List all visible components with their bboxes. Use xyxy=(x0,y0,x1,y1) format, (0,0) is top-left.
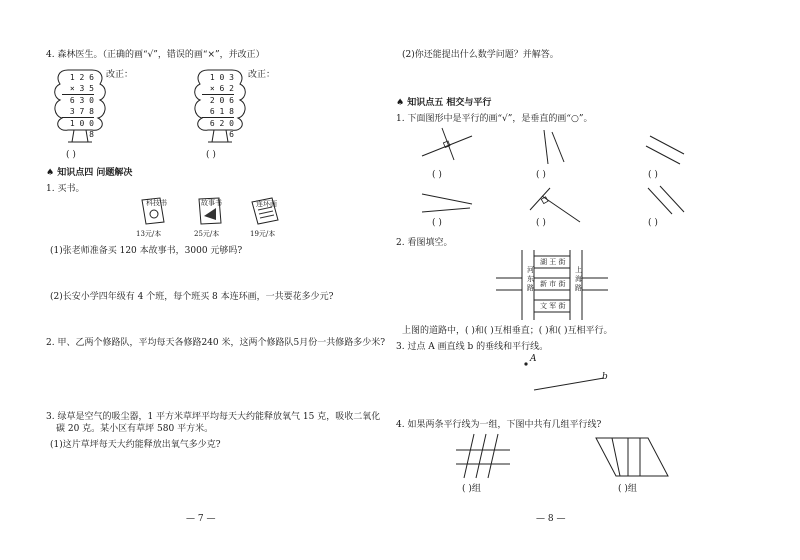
calc-line: 2 0 6 xyxy=(209,96,234,105)
left-road-char: 东 xyxy=(527,275,534,283)
group-answer-1[interactable]: ( )组 xyxy=(462,484,481,494)
spade-icon: ♠ xyxy=(46,168,55,178)
calc-line: 3 7 8 xyxy=(69,107,94,116)
paren-fig-4[interactable]: ( ) xyxy=(432,218,442,228)
spade-icon: ♠ xyxy=(396,98,405,108)
section-4-heading xyxy=(46,168,132,179)
book-2-price: 25元/本 xyxy=(194,230,220,238)
section-5-heading xyxy=(396,98,491,109)
left-road-char: 河 xyxy=(527,266,534,274)
paren-fig-5[interactable]: ( ) xyxy=(536,218,546,228)
right-road-char: 上 xyxy=(575,266,582,274)
p2-fill-sentence: 上图的道路中，( )和( )互相垂直；( )和( )互相平行。 xyxy=(402,326,613,336)
book-1-price: 13元/本 xyxy=(136,230,162,238)
correction-label-1: 改正： xyxy=(106,70,134,80)
tree-1-calculation xyxy=(62,72,94,140)
q1-title: 1. 买书。 xyxy=(46,184,85,194)
correction-label-2: 改正： xyxy=(248,70,276,80)
q1-sub1: (1)张老师准备买 120 本故事书，3000 元够吗? xyxy=(50,246,243,256)
left-road-label xyxy=(527,266,534,293)
q3-line2: 碳 20 克。某小区有草坪 580 平方米。 xyxy=(56,424,214,434)
calc-line: 1 0 0 8 xyxy=(69,119,94,139)
calc-line: 6 3 0 xyxy=(69,96,94,105)
paren-fig-2[interactable]: ( ) xyxy=(536,170,546,180)
parallel-lines-figure-2 xyxy=(592,434,672,480)
mid-street-label: 新 市 街 xyxy=(540,280,566,288)
q3-sub2: (2)你还能提出什么数学问题？并解答。 xyxy=(402,50,559,60)
calc-line: 1 0 3 xyxy=(209,73,234,82)
q3-sub1: (1)这片草坪每天大约能释放出氧气多少克? xyxy=(50,440,221,450)
bottom-street-label: 文 军 街 xyxy=(540,302,566,310)
right-road-char: 路 xyxy=(575,284,582,292)
p2-title: 2. 看图填空。 xyxy=(396,238,453,248)
parallel-lines-figure-1 xyxy=(450,432,514,482)
book-2-cover: 故事书 xyxy=(201,199,222,207)
calc-line: × 6 2 xyxy=(209,84,234,93)
p4-title: 4. 如果两条平行线为一组，下图中共有几组平行线? xyxy=(396,420,602,430)
section-4-title: 知识点四 问题解决 xyxy=(57,168,133,178)
book-1-cover: 科技书 xyxy=(146,199,167,207)
calc-line: 6 2 0 6 xyxy=(209,119,234,139)
answer-paren-2[interactable]: ( ) xyxy=(206,150,216,160)
top-street-label: 湖 王 街 xyxy=(540,258,566,266)
book-3-cover: 连环画 xyxy=(256,200,277,208)
line-figures xyxy=(410,124,710,224)
p1-title: 1. 下面图形中是平行的画“√”，是垂直的画“○”。 xyxy=(396,114,593,124)
paren-fig-1[interactable]: ( ) xyxy=(432,170,442,180)
group-answer-2[interactable]: ( )组 xyxy=(618,484,637,494)
q2: 2. 甲、乙两个修路队，平均每天各修路240 米，这两个修路队5月份一共修路多少米? xyxy=(46,338,386,348)
line-b-label: b xyxy=(602,372,608,382)
calc-line: 6 1 8 xyxy=(209,107,234,116)
right-road-char: 海 xyxy=(575,275,582,283)
p3-title: 3. 过点 A 画直线 b 的垂线和平行线。 xyxy=(396,342,549,352)
tree-2-calculation xyxy=(202,72,234,140)
forest-doctor-question: 4. 森林医生。（正确的画“√”，错误的画“×”，并改正） xyxy=(46,50,265,60)
answer-paren-1[interactable]: ( ) xyxy=(66,150,76,160)
right-road-label xyxy=(575,266,582,293)
paren-fig-3[interactable]: ( ) xyxy=(648,170,658,180)
page-number-7: — 7 — xyxy=(186,514,216,524)
q3-line1: 3. 绿草是空气的吸尘器，1 平方米草坪平均每天大约能释放氧气 15 克，吸收二氧化 xyxy=(46,412,381,422)
paren-fig-6[interactable]: ( ) xyxy=(648,218,658,228)
q1-sub2: (2)长安小学四年级有 4 个班，每个班买 8 本连环画，一共要花多少元? xyxy=(50,292,334,302)
book-3-price: 19元/本 xyxy=(250,230,276,238)
left-road-char: 路 xyxy=(527,284,534,292)
page-number-8: — 8 — xyxy=(536,514,566,524)
calc-line: × 3 5 xyxy=(69,84,94,93)
calc-line: 1 2 6 xyxy=(69,73,94,82)
section-5-title: 知识点五 相交与平行 xyxy=(407,98,492,108)
point-a-label: A xyxy=(530,354,537,364)
